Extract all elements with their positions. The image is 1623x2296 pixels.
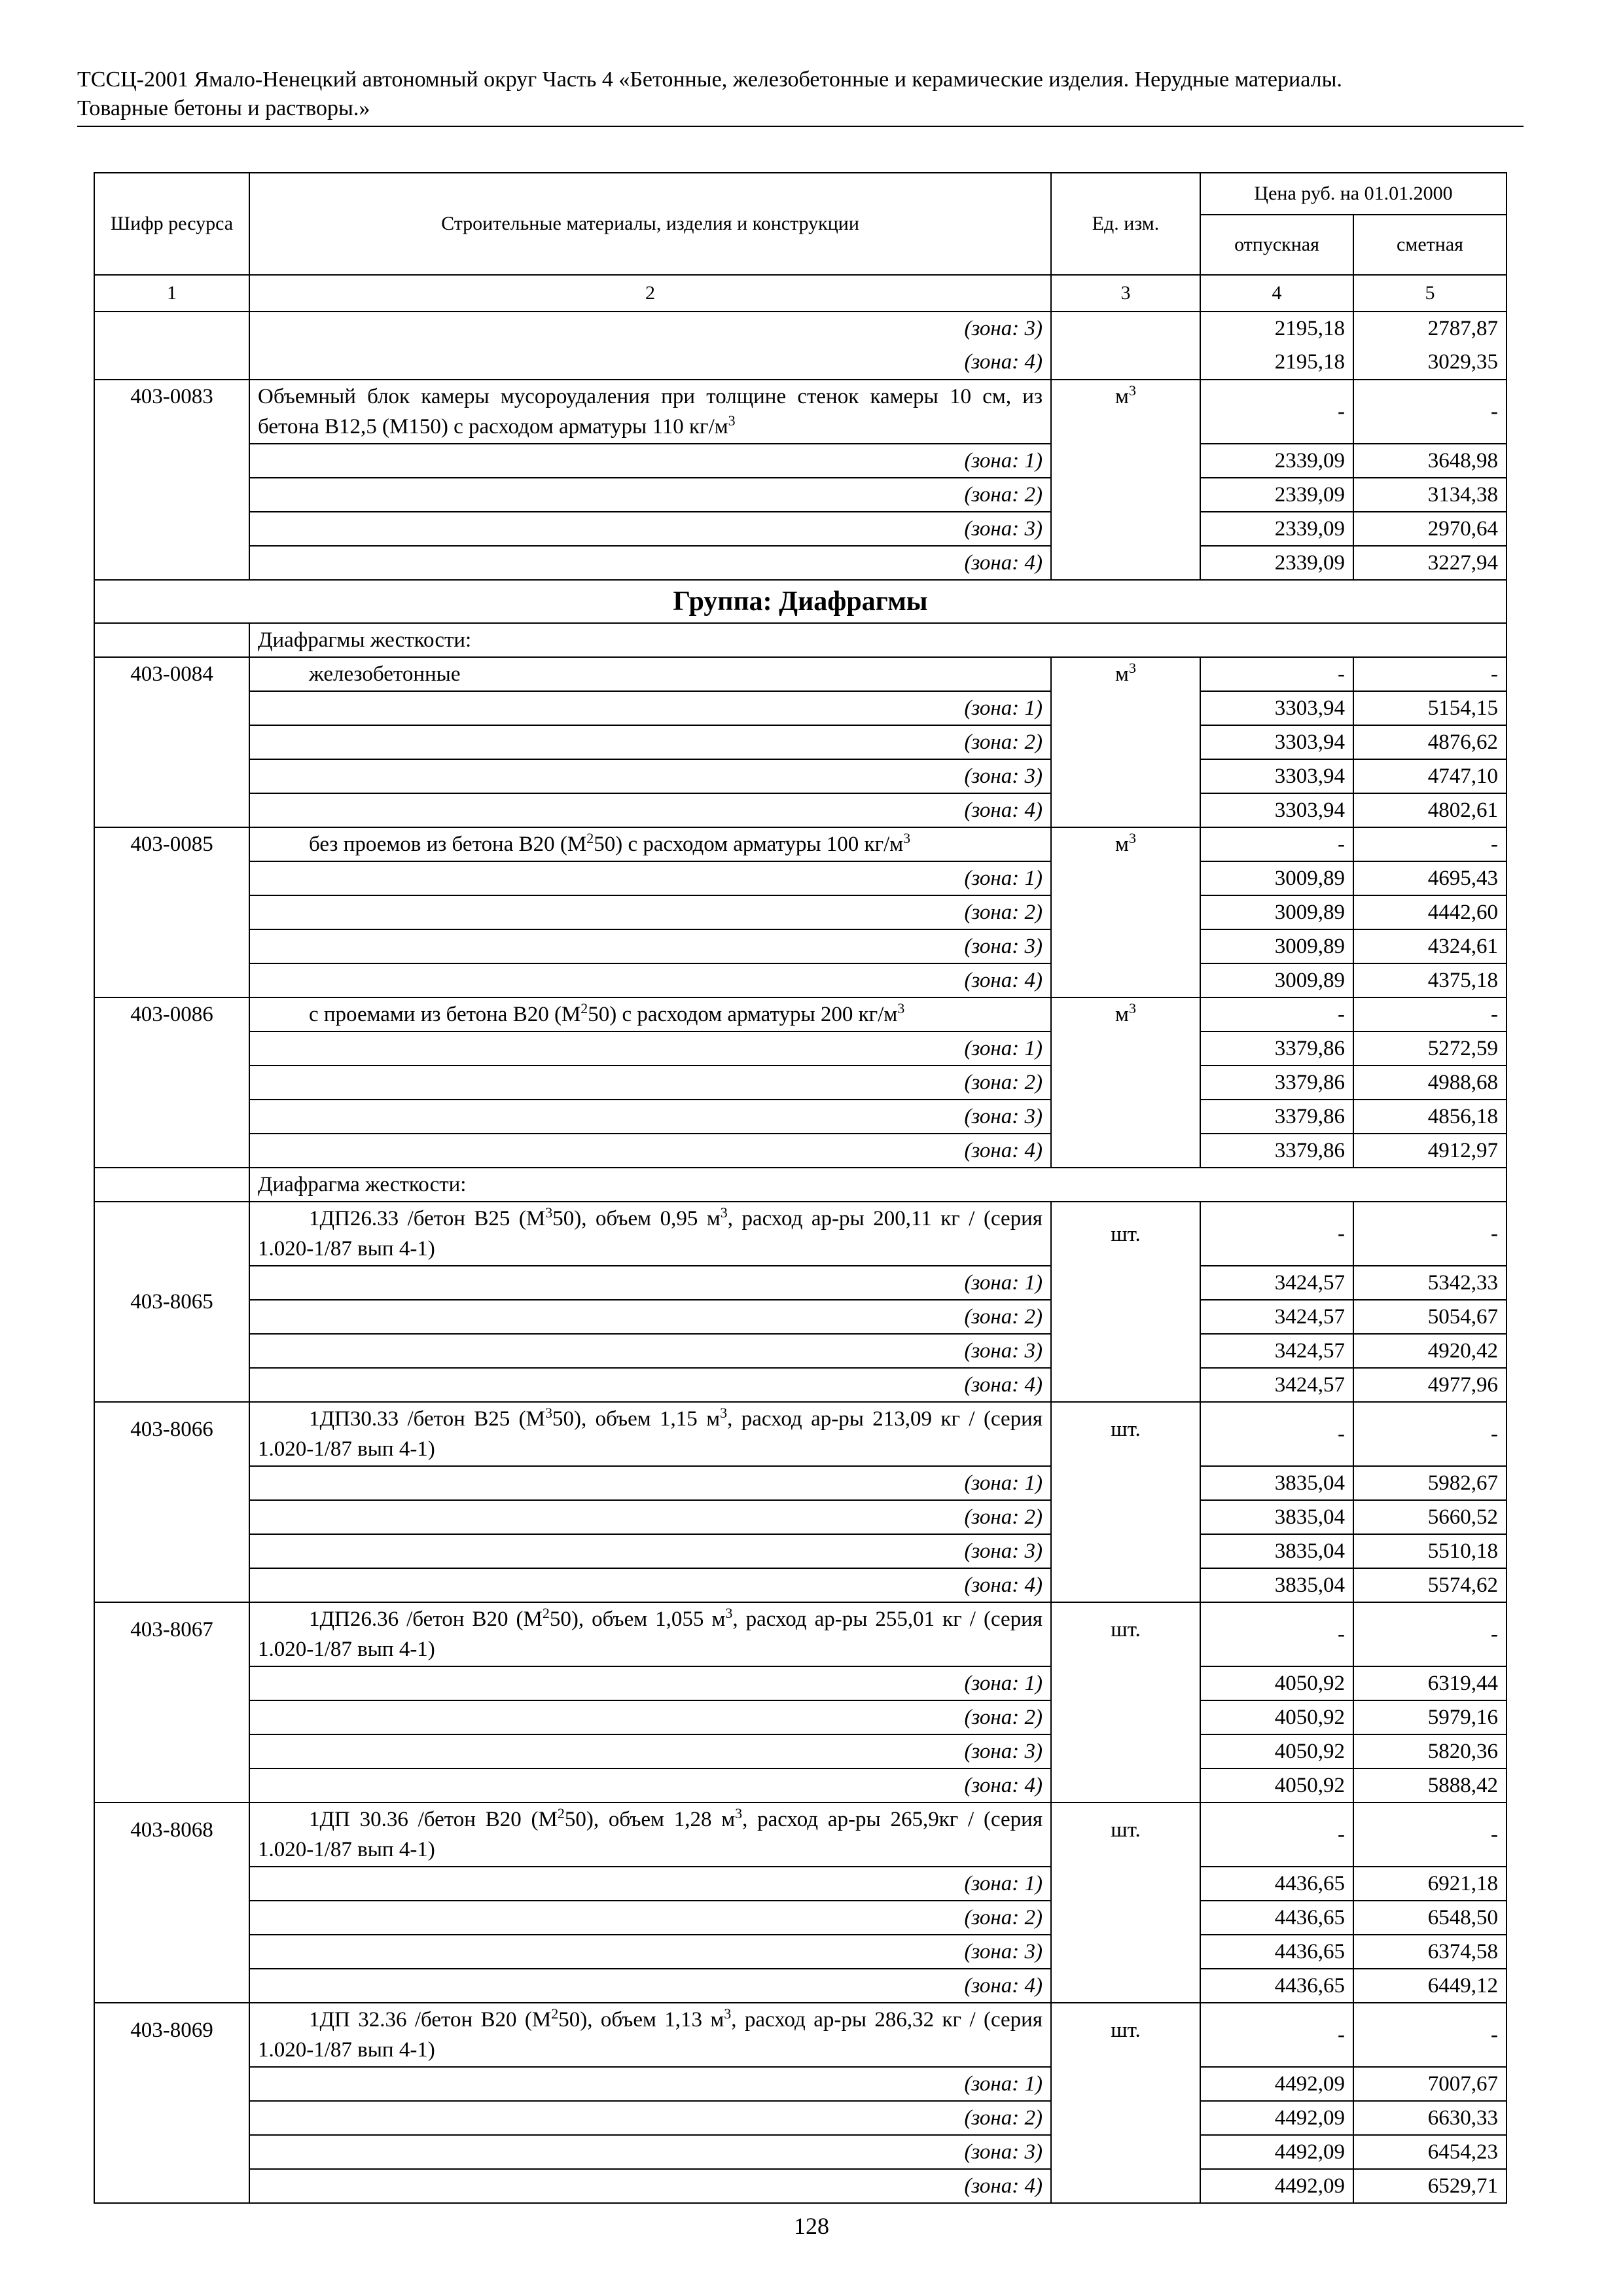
zone-label: (зона: 1) — [249, 691, 1051, 725]
item-block — [94, 997, 1507, 1168]
item-block — [94, 2003, 1507, 2203]
estimate-price: - — [1353, 1803, 1507, 1867]
release-price: - — [1200, 997, 1353, 1031]
estimate-price: 5982,67 — [1353, 1466, 1507, 1500]
release-price: 4436,65 — [1200, 1969, 1353, 2003]
release-price: 4050,92 — [1200, 1666, 1353, 1700]
estimate-price: 4912,97 — [1353, 1134, 1507, 1168]
estimate-price: 6630,33 — [1353, 2101, 1507, 2135]
zone-label: (зона: 4) — [249, 1134, 1051, 1168]
table-row — [94, 1803, 1507, 1867]
item-name: 1ДП26.36 /бетон В20 $(М^250)$, объем 1,055 $м^3$, расход ар-ры 255,01 кг / (серия 1.020-1/87 вып 4-1) — [249, 1602, 1051, 1666]
unit: шт. — [1051, 2003, 1200, 2203]
table-row — [94, 312, 1507, 346]
zone-label: (зона: 2) — [249, 725, 1051, 759]
estimate-price: 5888,42 — [1353, 1768, 1507, 1803]
zone-label: (зона: 4) — [249, 1969, 1051, 2003]
estimate-price: 4920,42 — [1353, 1334, 1507, 1368]
zone-label: (зона: 1) — [249, 861, 1051, 895]
release-price: 4436,65 — [1200, 1901, 1353, 1935]
item-name: Объемный блок камеры мусороудаления при толщине стенок камеры 10 см, из бетона В12,5 (М150) с расходом арматуры 110 $кг/м^3$ — [249, 380, 1051, 444]
resource-code: 403-0084 — [94, 657, 249, 827]
release-price: 2195,18 — [1200, 346, 1353, 380]
item-block — [94, 1402, 1507, 1602]
release-price: - — [1200, 827, 1353, 861]
zone-label: (зона: 4) — [249, 1768, 1051, 1803]
estimate-price: 4977,96 — [1353, 1368, 1507, 1402]
item-block — [94, 1803, 1507, 2003]
release-price: 2339,09 — [1200, 478, 1353, 512]
estimate-price: 6319,44 — [1353, 1666, 1507, 1700]
table-row — [94, 1602, 1507, 1666]
release-price: 4492,09 — [1200, 2169, 1353, 2203]
table-row — [94, 2003, 1507, 2067]
estimate-price: 2970,64 — [1353, 512, 1507, 546]
release-price: - — [1200, 1402, 1353, 1466]
estimate-price: 7007,67 — [1353, 2067, 1507, 2101]
estimate-price: 4442,60 — [1353, 895, 1507, 929]
item-name: 1ДП 32.36 /бетон В20 $(М^250)$, объем 1,13 $м^3$, расход ар-ры 286,32 кг / (серия 1.020-1/87 вып 4-1) — [249, 2003, 1051, 2067]
resource-code: 403-8066 — [94, 1402, 249, 1602]
release-price: - — [1200, 2003, 1353, 2067]
col-header-price: Цена руб. на 01.01.2000 — [1200, 173, 1507, 215]
estimate-price: 4988,68 — [1353, 1066, 1507, 1100]
col-header-unit: Ед. изм. — [1051, 173, 1200, 275]
item-name: 1ДП 30.36 /бетон В20 $(М^250)$, объем 1,28 $м^3$, расход ар-ры 265,9кг / (серия 1.020-1/87 вып 4-1) — [249, 1803, 1051, 1867]
release-price: 3424,57 — [1200, 1368, 1353, 1402]
release-price: 4050,92 — [1200, 1768, 1353, 1803]
estimate-price: 4375,18 — [1353, 963, 1507, 997]
zone-label: (зона: 2) — [249, 1500, 1051, 1534]
zone-label: (зона: 4) — [249, 346, 1051, 380]
release-price: 2339,09 — [1200, 512, 1353, 546]
estimate-price: 4856,18 — [1353, 1100, 1507, 1134]
zone-label: (зона: 4) — [249, 963, 1051, 997]
subgroup-row — [94, 1168, 1507, 1202]
estimate-price: 3134,38 — [1353, 478, 1507, 512]
release-price: 3303,94 — [1200, 793, 1353, 827]
estimate-price: 5979,16 — [1353, 1700, 1507, 1734]
estimate-price: 4324,61 — [1353, 929, 1507, 963]
zone-label: (зона: 2) — [249, 478, 1051, 512]
estimate-price: - — [1353, 827, 1507, 861]
resource-code: 403-8068 — [94, 1803, 249, 2003]
zone-label: (зона: 1) — [249, 2067, 1051, 2101]
zone-label: (зона: 4) — [249, 1368, 1051, 1402]
zone-label: (зона: 2) — [249, 1700, 1051, 1734]
zone-label: (зона: 4) — [249, 2169, 1051, 2203]
zone-label: (зона: 3) — [249, 1334, 1051, 1368]
zone-label: (зона: 3) — [249, 1734, 1051, 1768]
estimate-price: 3227,94 — [1353, 546, 1507, 580]
release-price: 3835,04 — [1200, 1568, 1353, 1602]
table-row — [94, 1402, 1507, 1466]
estimate-price: - — [1353, 1602, 1507, 1666]
estimate-price: 5574,62 — [1353, 1568, 1507, 1602]
zone-label: (зона: 3) — [249, 929, 1051, 963]
release-price: - — [1200, 1803, 1353, 1867]
zone-label: (зона: 1) — [249, 1031, 1051, 1066]
table-row — [94, 346, 1507, 380]
zone-label: (зона: 2) — [249, 895, 1051, 929]
estimate-price: 3029,35 — [1353, 346, 1507, 380]
release-price: - — [1200, 380, 1353, 444]
unit: шт. — [1051, 1803, 1200, 2003]
item-block — [94, 657, 1507, 827]
group-row — [94, 580, 1507, 623]
release-price: 4050,92 — [1200, 1700, 1353, 1734]
estimate-price: 6454,23 — [1353, 2135, 1507, 2169]
table-row — [94, 997, 1507, 1031]
release-price: 2339,09 — [1200, 444, 1353, 478]
release-price: 4050,92 — [1200, 1734, 1353, 1768]
release-price: 3303,94 — [1200, 725, 1353, 759]
estimate-price: 5342,33 — [1353, 1266, 1507, 1300]
release-price: 4492,09 — [1200, 2067, 1353, 2101]
estimate-price: - — [1353, 1202, 1507, 1266]
item-block — [94, 1602, 1507, 1803]
estimate-price: 4695,43 — [1353, 861, 1507, 895]
resource-code: 403-8065 — [94, 1202, 249, 1402]
subgroup-title: Диафрагмы жесткости: — [249, 623, 1507, 657]
col-number: 4 — [1200, 275, 1353, 312]
unit: шт. — [1051, 1202, 1200, 1402]
release-price: 3379,86 — [1200, 1066, 1353, 1100]
item-block — [94, 380, 1507, 580]
resource-code: 403-0086 — [94, 997, 249, 1168]
zone-label: (зона: 1) — [249, 1666, 1051, 1700]
unit: шт. — [1051, 1402, 1200, 1602]
release-price: 2195,18 — [1200, 312, 1353, 346]
release-price: - — [1200, 1602, 1353, 1666]
release-price: 3835,04 — [1200, 1500, 1353, 1534]
table-row — [94, 827, 1507, 861]
col-number: 2 — [249, 275, 1051, 312]
estimate-price: 6374,58 — [1353, 1935, 1507, 1969]
release-price: 3835,04 — [1200, 1466, 1353, 1500]
resource-code: 403-8067 — [94, 1602, 249, 1803]
release-price: 3009,89 — [1200, 929, 1353, 963]
release-price: 2339,09 — [1200, 546, 1353, 580]
zone-label: (зона: 3) — [249, 1935, 1051, 1969]
estimate-price: 5820,36 — [1353, 1734, 1507, 1768]
release-price: 3303,94 — [1200, 759, 1353, 793]
item-block — [94, 1202, 1507, 1402]
zone-label: (зона: 3) — [249, 1100, 1051, 1134]
estimate-price: 6529,71 — [1353, 2169, 1507, 2203]
col-header-estimate: сметная — [1353, 215, 1507, 275]
estimate-price: 5054,67 — [1353, 1300, 1507, 1334]
estimate-price: 5272,59 — [1353, 1031, 1507, 1066]
estimate-price: 2787,87 — [1353, 312, 1507, 346]
unit: $м^3$ — [1051, 380, 1200, 580]
col-header-name: Строительные материалы, изделия и конструкции — [249, 173, 1051, 275]
estimate-price: 4747,10 — [1353, 759, 1507, 793]
estimate-price: 4876,62 — [1353, 725, 1507, 759]
release-price: 3303,94 — [1200, 691, 1353, 725]
zone-label: (зона: 2) — [249, 1066, 1051, 1100]
group-title: Группа: Диафрагмы — [94, 580, 1507, 623]
unit: $м^3$ — [1051, 997, 1200, 1168]
estimate-price: 6449,12 — [1353, 1969, 1507, 2003]
header-line-2: Товарные бетоны и растворы.» — [77, 96, 370, 120]
release-price: 4436,65 — [1200, 1935, 1353, 1969]
table-row — [94, 657, 1507, 691]
table-row — [94, 1202, 1507, 1266]
header-line-1: ТССЦ-2001 Ямало-Ненецкий автономный округ Часть 4 «Бетонные, железобетонные и керамические изделия. Нерудные материалы. — [77, 67, 1342, 92]
estimate-price: 6921,18 — [1353, 1867, 1507, 1901]
item-name: с проемами из бетона В20 $(М^250)$ с расходом арматуры 200 $кг/м^3$ — [249, 997, 1051, 1031]
estimate-price: - — [1353, 1402, 1507, 1466]
zone-label: (зона: 1) — [249, 1867, 1051, 1901]
subgroup-title: Диафрагма жесткости: — [249, 1168, 1507, 1202]
table-row — [94, 380, 1507, 444]
estimate-price: - — [1353, 657, 1507, 691]
page-header — [77, 65, 1524, 127]
release-price: - — [1200, 657, 1353, 691]
zone-label: (зона: 4) — [249, 546, 1051, 580]
zone-label: (зона: 3) — [249, 759, 1051, 793]
estimate-price: 3648,98 — [1353, 444, 1507, 478]
item-block — [94, 827, 1507, 997]
zone-label: (зона: 1) — [249, 1466, 1051, 1500]
zone-label: (зона: 1) — [249, 1266, 1051, 1300]
release-price: 4436,65 — [1200, 1867, 1353, 1901]
col-header-code: Шифр ресурса — [94, 173, 249, 275]
estimate-price: 5510,18 — [1353, 1534, 1507, 1568]
release-price: 3379,86 — [1200, 1031, 1353, 1066]
release-price: 3009,89 — [1200, 963, 1353, 997]
estimate-price: - — [1353, 997, 1507, 1031]
zone-label: (зона: 4) — [249, 1568, 1051, 1602]
estimate-price: 4802,61 — [1353, 793, 1507, 827]
subgroup-row — [94, 623, 1507, 657]
zone-label: (зона: 3) — [249, 2135, 1051, 2169]
estimate-price: - — [1353, 2003, 1507, 2067]
estimate-price: - — [1353, 380, 1507, 444]
item-name: железобетонные — [249, 657, 1051, 691]
zone-label: (зона: 4) — [249, 793, 1051, 827]
page-number: 128 — [794, 2213, 829, 2239]
release-price: - — [1200, 1202, 1353, 1266]
release-price: 3379,86 — [1200, 1134, 1353, 1168]
unit: $м^3$ — [1051, 657, 1200, 827]
item-name: 1ДП26.33 /бетон В25 $(М^350)$, объем 0,95 $м^3$, расход ар-ры 200,11 кг / (серия 1.020-1/87 вып 4-1) — [249, 1202, 1051, 1266]
estimate-price: 6548,50 — [1353, 1901, 1507, 1935]
zone-label: (зона: 3) — [249, 512, 1051, 546]
resource-code: 403-0085 — [94, 827, 249, 997]
zone-label: (зона: 2) — [249, 1901, 1051, 1935]
zone-label: (зона: 2) — [249, 1300, 1051, 1334]
resource-code: 403-0083 — [94, 380, 249, 580]
unit: шт. — [1051, 1602, 1200, 1803]
col-number: 3 — [1051, 275, 1200, 312]
release-price: 3009,89 — [1200, 861, 1353, 895]
unit: $м^3$ — [1051, 827, 1200, 997]
estimate-price: 5660,52 — [1353, 1500, 1507, 1534]
resource-code: 403-8069 — [94, 2003, 249, 2203]
release-price: 3009,89 — [1200, 895, 1353, 929]
zone-label: (зона: 1) — [249, 444, 1051, 478]
col-header-release: отпускная — [1200, 215, 1353, 275]
estimate-price: 5154,15 — [1353, 691, 1507, 725]
release-price: 3835,04 — [1200, 1534, 1353, 1568]
item-name: без проемов из бетона В20 $(М^250)$ с расходом арматуры 100 $кг/м^3$ — [249, 827, 1051, 861]
release-price: 4492,09 — [1200, 2101, 1353, 2135]
zone-label: (зона: 3) — [249, 1534, 1051, 1568]
col-number: 5 — [1353, 275, 1507, 312]
release-price: 3424,57 — [1200, 1334, 1353, 1368]
price-table — [94, 172, 1507, 2204]
release-price: 4492,09 — [1200, 2135, 1353, 2169]
item-name: 1ДП30.33 /бетон В25 $(М^350)$, объем 1,15 $м^3$, расход ар-ры 213,09 кг / (серия 1.020-1/87 вып 4-1) — [249, 1402, 1051, 1466]
release-price: 3424,57 — [1200, 1300, 1353, 1334]
zone-label: (зона: 3) — [249, 312, 1051, 346]
zone-label: (зона: 2) — [249, 2101, 1051, 2135]
release-price: 3424,57 — [1200, 1266, 1353, 1300]
release-price: 3379,86 — [1200, 1100, 1353, 1134]
col-number: 1 — [94, 275, 249, 312]
